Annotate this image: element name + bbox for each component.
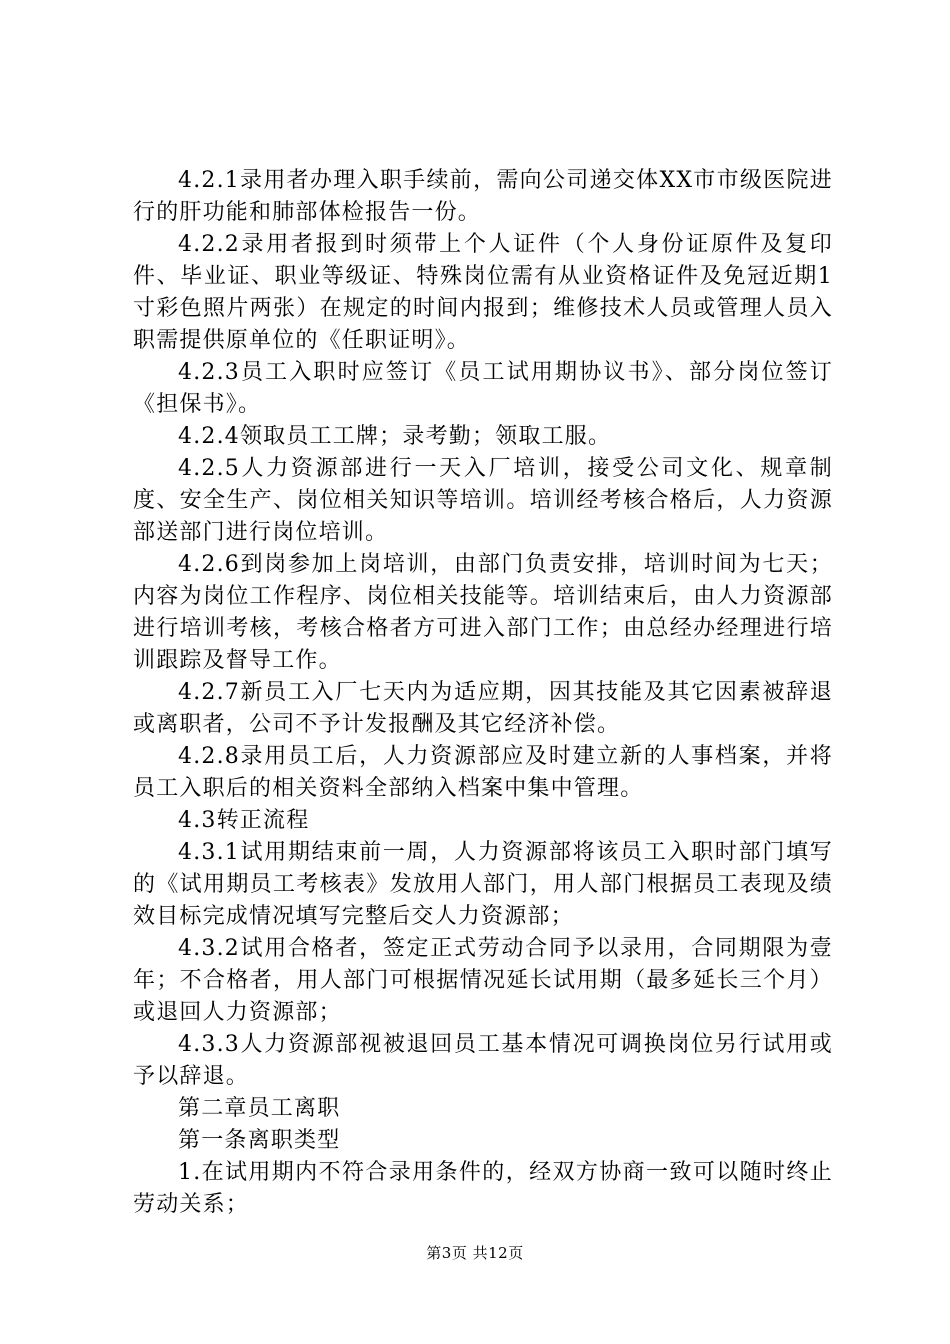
paragraph-4-3-1: 4.3.1试用期结束前一周，人力资源部将该员工入职时部门填写的《试用期员工考核表》发放用人部门，用人部门根据员工表现及绩效目标完成情况填写完整后交人力资源部； <box>133 840 833 929</box>
paragraph-4-3-3: 4.3.3人力资源部视被退回员工基本情况可调换岗位另行试用或予以辞退。 <box>133 1032 833 1089</box>
paragraph-4-2-1: 4.2.1录用者办理入职手续前，需向公司递交体XX市市级医院进行的肝功能和肺部体检报告一份。 <box>133 168 833 225</box>
paragraph-4-2-3: 4.2.3员工入职时应签订《员工试用期协议书》、部分岗位签订《担保书》。 <box>133 360 833 417</box>
paragraph-4-2-2: 4.2.2录用者报到时须带上个人证件（个人身份证原件及复印件、毕业证、职业等级证、特殊岗位需有从业资格证件及免冠近期1寸彩色照片两张）在规定的时间内报到；维修技术人员或管理人员入职需提供原单位的《任职证明》。 <box>133 232 833 353</box>
paragraph-4-2-5: 4.2.5人力资源部进行一天入厂培训，接受公司文化、规章制度、安全生产、岗位相关知识等培训。培训经考核合格后，人力资源部送部门进行岗位培训。 <box>133 456 833 545</box>
paragraph-4-2-6: 4.2.6到岗参加上岗培训，由部门负责安排，培训时间为七天；内容为岗位工作程序、岗位相关技能等。培训结束后，由人力资源部进行培训考核，考核合格者方可进入部门工作；由总经办经理进行培训跟踪及督导工作。 <box>133 552 833 673</box>
page-number-footer: 第3页 共12页 <box>426 1244 524 1262</box>
paragraph-4-2-8: 4.2.8录用员工后，人力资源部应及时建立新的人事档案，并将员工入职后的相关资料全部纳入档案中集中管理。 <box>133 744 833 801</box>
paragraph-4-2-4: 4.2.4领取员工工牌；录考勤；领取工服。 <box>178 424 612 449</box>
paragraph-4-3-2: 4.3.2试用合格者，签定正式劳动合同予以录用，合同期限为壹年；不合格者，用人部门可根据情况延长试用期（最多延长三个月）或退回人力资源部； <box>133 936 833 1025</box>
document-body <box>133 165 833 1221</box>
list-item-1: 1.在试用期内不符合录用条件的，经双方协商一致可以随时终止劳动关系； <box>133 1160 833 1217</box>
chapter-heading: 第二章员工离职 <box>178 1096 341 1121</box>
section-heading-4-3: 4.3转正流程 <box>178 808 310 833</box>
article-heading: 第一条离职类型 <box>178 1128 341 1153</box>
paragraph-4-2-7: 4.2.7新员工入厂七天内为适应期，因其技能及其它因素被辞退或离职者，公司不予计发报酬及其它经济补偿。 <box>133 680 833 737</box>
